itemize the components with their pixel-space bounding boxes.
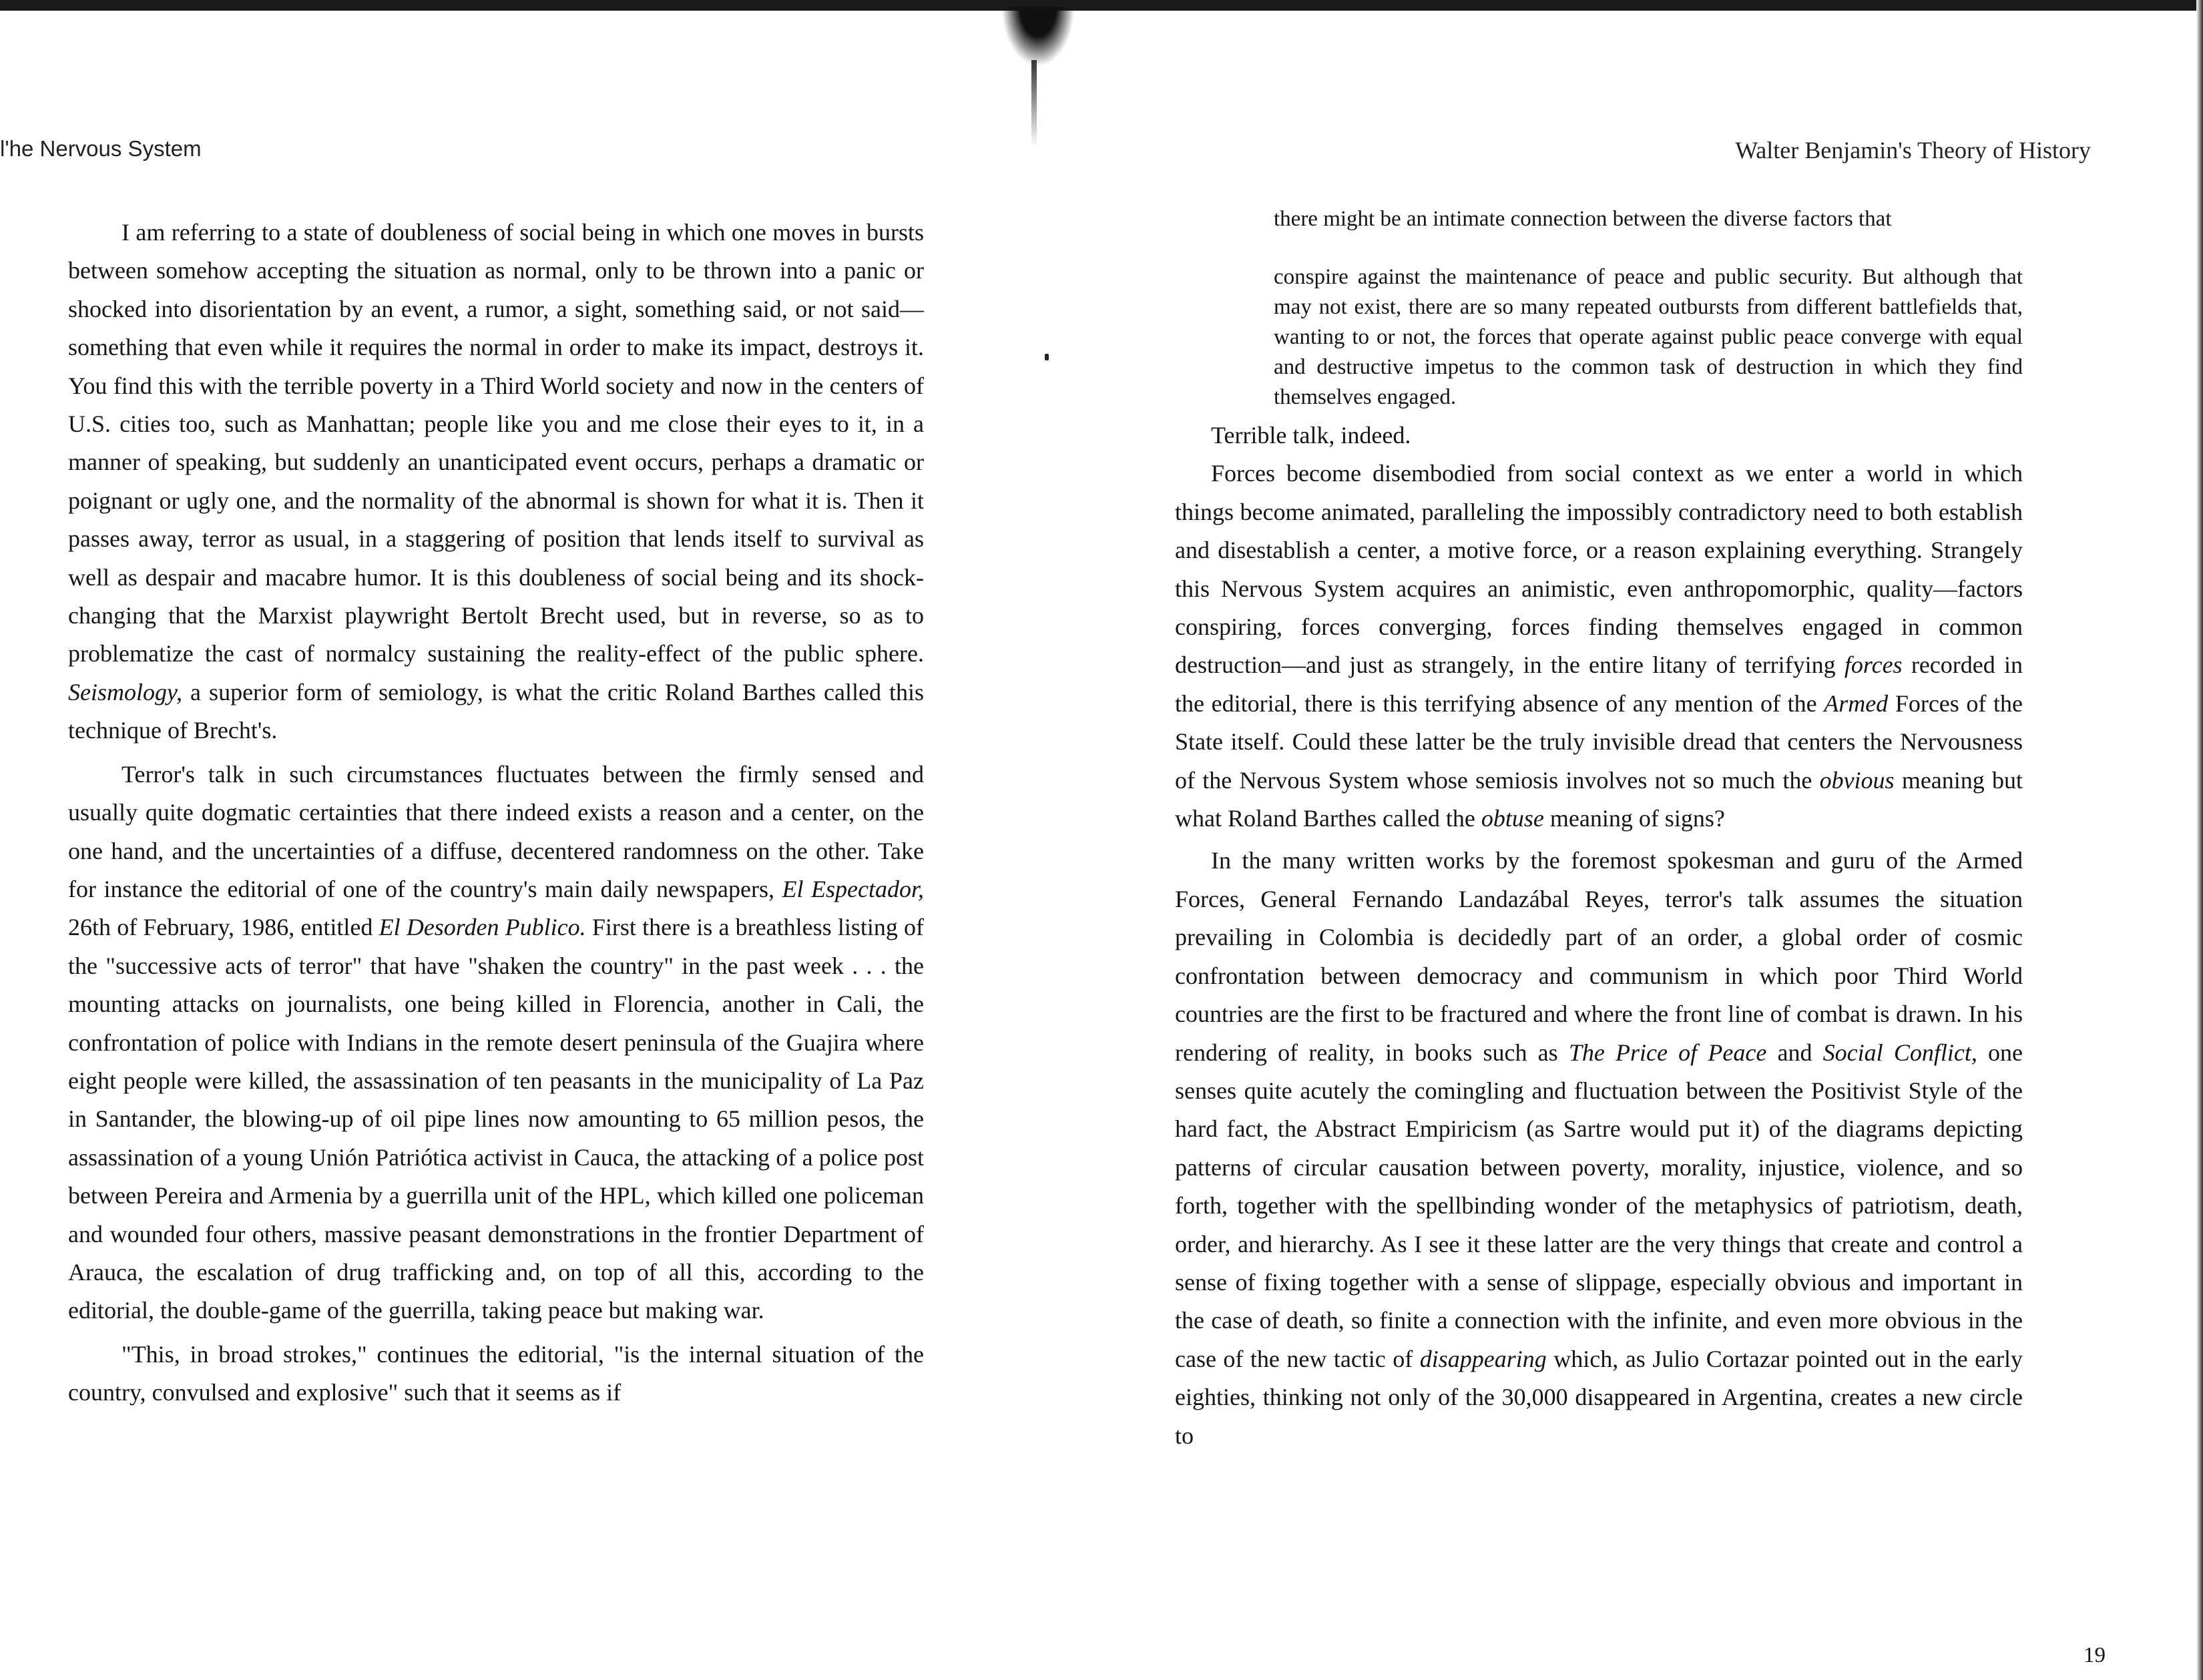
left-page-body	[68, 214, 924, 1412]
running-head-right: Walter Benjamin's Theory of History	[1735, 137, 2091, 164]
binding-shadow	[1001, 7, 1075, 67]
right-page-body	[1175, 204, 2023, 1455]
paragraph: "This, in broad strokes," continues the editorial, "is the internal situation of the country, convulsed and explosive" such that it seems as if	[68, 1340, 924, 1406]
page-number: 19	[2084, 1643, 2106, 1667]
quote-continuation: conspire against the maintenance of peace and public security. But although that may not exist, there are so many repeated outbursts from different battlefields that, wanting to or not, the forces that operate against public peace converge with equal and destructive impetus to the common task of destruction in which they find themselves engaged.	[1274, 265, 2023, 409]
paragraph: I am referring to a state of doubleness of social being in which one moves in bursts between somehow accepting the situation as normal, only to be thrown into a panic or shocked into disorientation by an event, a rumor, a sight, something said, or not said—something that even while it requires the normal in order to make its impact, destroys it. You find this with the terrible poverty in a Third World society and now in the centers of U.S. cities too, such as Manhattan; people like you and me close their eyes to it, in a manner of speaking, but suddenly an unanticipated event occurs, perhaps a dramatic or poignant or ugly one, and the normality of the abnormal is shown for what it is. Then it passes away, terror as usual, in a staggering of position that lends itself to survival as well as despair and macabre humor. It is this doubleness of social being and its shock-changing that the Marxist playwright Bertolt Brecht used, but in reverse, so as to problematize the cast of normalcy sustaining the reality-effect of the public sphere. Seismology, a superior form of semiology, is what the critic Roland Barthes called this technique of Brecht's.	[68, 219, 924, 744]
paragraph: Terror's talk in such circumstances fluctuates between the firmly sensed and usually quite dogmatic certainties that there indeed exists a reason and a center, on the one hand, and the uncertainties of a diffuse, decentered randomness on the other. Take for instance the editorial of one of the country's main daily newspapers, El Espectador, 26th of February, 1986, entitled El Desorden Publico. First there is a breathless listing of the "successive acts of terror" that have "shaken the country" in the past week . . . the mounting attacks on journalists, one being killed in Florencia, another in Cali, the confrontation of police with Indians in the remote desert peninsula of the Guajira where eight people were killed, the assassination of ten peasants in the municipality of La Paz in Santander, the blowing-up of oil pipe lines now amounting to 65 million pesos, the assassination of a young Unión Patriótica activist in Cauca, the attacking of a police post between Pereira and Armenia by a guerrilla unit of the HPL, which killed one policeman and wounded four others, massive peasant demonstrations in the frontier Department of Arauca, the escalation of drug trafficking and, on top of all this, according to the editorial, the double-game of the guerrilla, taking peace but making war.	[68, 760, 925, 1324]
paragraph: Terrible talk, indeed.	[1211, 422, 1411, 449]
scan-speck	[1045, 354, 1049, 360]
block-quotation	[1274, 204, 2023, 412]
scan-top-edge	[0, 0, 2203, 11]
binding-streak	[1031, 60, 1037, 147]
paragraph: Forces become disembodied from social context as we enter a world in which things become animated, paralleling the impossibly contradictory need to both establish and disestablish a center, a motive force, or a reason explaining everything. Strangely this Nervous System acquires an animistic, even anthropomorphic, quality—factors conspiring, forces converging, forces finding themselves engaged in common destruction—and just as strangely, in the entire litany of terrifying forces recorded in the editorial, there is this terrifying absence of any mention of the Armed Forces of the State itself. Could these latter be the truly invisible dread that centers the Nervousness of the Nervous System whose semiosis involves not so much the obvious meaning but what Roland Barthes called the obtuse meaning of signs?	[1175, 460, 2023, 832]
paragraph: In the many written works by the foremost spokesman and guru of the Armed Forces, General Fernando Landazábal Reyes, terror's talk assumes the situation prevailing in Colombia is decidedly part of an order, a global order of cosmic confrontation between democracy and communism in which poor Third World countries are the first to be fractured and where the front line of combat is drawn. In his rendering of reality, in books such as The Price of Peace and Social Conflict, one senses quite acutely the comingling and fluctuation between the Positivist Style of the hard fact, the Abstract Empiricism (as Sartre would put it) of the diagrams depicting patterns of circular causation between poverty, morality, injustice, violence, and so forth, together with the spellbinding wonder of the metaphysics of patriotism, death, order, and hierarchy. As I see it these latter are the very things that create and control a sense of fixing together with a sense of slippage, especially obvious and important in the case of death, so finite a connection with the infinite, and even more obvious in the case of the new tactic of disappearing which, as Julio Cortazar pointed out in the early eighties, thinking not only of the 30,000 disappeared in Argentina, creates a new circle to	[1175, 847, 2023, 1449]
quote-line: there might be an intimate connection between the diverse factors that	[1274, 207, 1892, 231]
scan-right-edge	[2196, 0, 2203, 1680]
running-head-left: l'he Nervous System	[0, 136, 202, 161]
